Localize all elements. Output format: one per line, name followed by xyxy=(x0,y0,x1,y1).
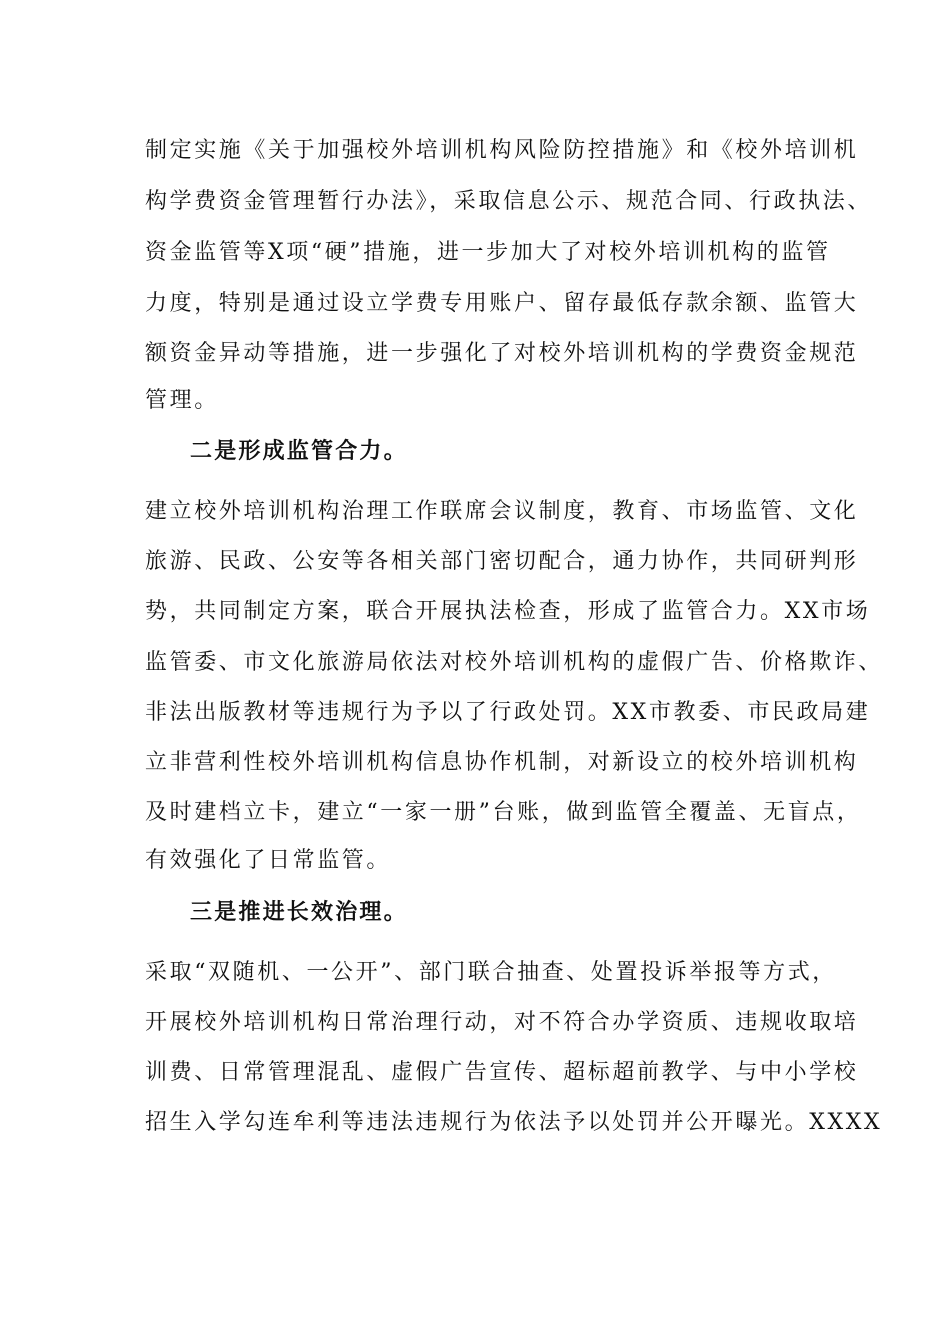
paragraph-2-line-7: 及时建档立卡，建立“一家一册”台账，做到监管全覆盖、无盲点， xyxy=(145,800,862,825)
paragraph-2-line-1: 建立校外培训机构治理工作联席会议制度，教育、市场监管、文化 xyxy=(145,499,859,524)
paragraph-2-line-3: 势，共同制定方案，联合开展执法检查，形成了监管合力。XX市场 xyxy=(145,599,871,624)
paragraph-3-line-1: 采取“双随机、一公开”、部门联合抽查、处置投诉举报等方式， xyxy=(145,960,837,985)
paragraph-1-line-6: 管理。 xyxy=(145,388,219,413)
paragraph-1-line-5: 额资金异动等措施，进一步强化了对校外培训机构的学费资金规范 xyxy=(145,341,859,366)
paragraph-1-line-1: 制定实施《关于加强校外培训机构风险防控措施》和《校外培训机 xyxy=(145,138,859,163)
section-heading-3: 三是推进长效治理。 xyxy=(190,899,408,925)
paragraph-3-line-4: 招生入学勾连牟利等违法违规行为依法予以处罚并公开曝光。XXXX xyxy=(145,1110,883,1135)
paragraph-1-line-2: 构学费资金管理暂行办法》，采取信息公示、规范合同、行政执法、 xyxy=(145,189,873,214)
paragraph-2-line-6: 立非营利性校外培训机构信息协作机制，对新设立的校外培训机构 xyxy=(145,750,859,775)
paragraph-2-line-8: 有效强化了日常监管。 xyxy=(145,848,392,873)
paragraph-1-line-4: 力度，特别是通过设立学费专用账户、留存最低存款余额、监管大 xyxy=(145,291,859,316)
paragraph-1-line-3: 资金监管等X项“硬”措施，进一步加大了对校外培训机构的监管 xyxy=(145,240,831,265)
paragraph-2-line-2: 旅游、民政、公安等各相关部门密切配合，通力协作，共同研判形 xyxy=(145,549,859,574)
paragraph-2-line-5: 非法出版教材等违规行为予以了行政处罚。XX市教委、市民政局建 xyxy=(145,700,871,725)
paragraph-2-line-4: 监管委、市文化旅游局依法对校外培训机构的虚假广告、价格欺诈、 xyxy=(145,650,884,675)
paragraph-3-line-3: 训费、日常管理混乱、虚假广告宣传、超标超前教学、与中小学校 xyxy=(145,1060,859,1085)
section-heading-2: 二是形成监管合力。 xyxy=(190,438,408,464)
paragraph-3-line-2: 开展校外培训机构日常治理行动，对不符合办学资质、违规收取培 xyxy=(145,1010,859,1035)
